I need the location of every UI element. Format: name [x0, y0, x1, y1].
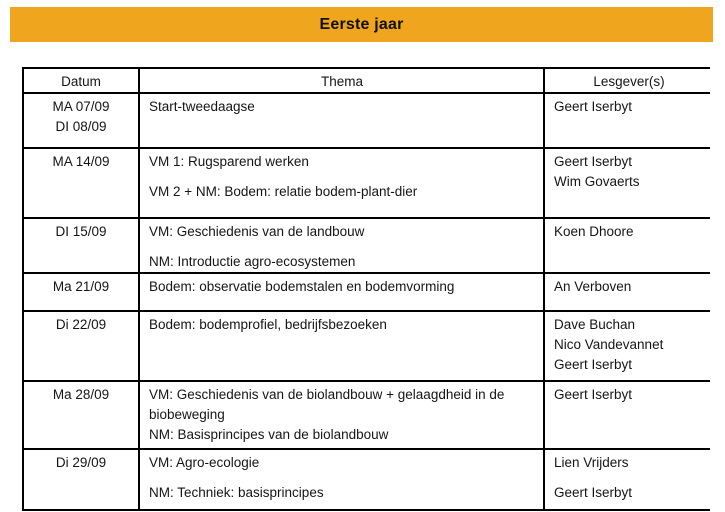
cell-line: Lien Vrijders: [554, 455, 629, 470]
cell-line: Ma 28/09: [52, 387, 110, 402]
cell-lesgevers: [545, 450, 710, 509]
cell-line: An Verboven: [554, 279, 632, 294]
table-row: [22, 312, 710, 382]
col-header-thema: Thema: [140, 69, 545, 92]
cell-line: NM: Introductie agro-ecosystemen: [149, 254, 356, 269]
cell-lesgevers: [545, 219, 710, 272]
cell-lesgevers: [545, 149, 710, 217]
cell-line: Bodem: bodemprofiel, bedrijfsbezoeken: [149, 317, 387, 332]
cell-line: VM: Geschiedenis van de biolandbouw + gelaagdheid in de biobeweging: [149, 387, 505, 422]
cell-line: [149, 242, 535, 252]
cell-line: Wim Govaerts: [554, 174, 640, 189]
cell-datum: [22, 149, 140, 217]
cell-line: Ma 21/09: [52, 279, 110, 294]
cell-line: Koen Dhoore: [554, 224, 634, 239]
cell-line: VM: Agro-ecologie: [149, 455, 260, 470]
cell-thema: [140, 274, 545, 310]
cell-thema: [140, 450, 545, 509]
cell-thema: [140, 94, 545, 147]
cell-thema: [140, 219, 545, 272]
schedule-table: [22, 67, 710, 511]
cell-line: Geert Iserbyt: [554, 154, 633, 169]
cell-datum: [22, 219, 140, 272]
cell-line: Geert Iserbyt: [554, 485, 633, 500]
cell-line: VM 2 + NM: Bodem: relatie bodem-plant-dier: [149, 184, 418, 199]
cell-datum: [22, 312, 140, 380]
cell-line: Geert Iserbyt: [554, 99, 633, 114]
cell-line: Start-tweedaagse: [149, 99, 255, 114]
cell-line: [149, 172, 535, 182]
cell-line: VM: Geschiedenis van de landbouw: [149, 224, 365, 239]
col-header-datum: Datum: [22, 69, 140, 92]
cell-line: Geert Iserbyt: [554, 357, 633, 372]
cell-thema: [140, 382, 545, 448]
table-row: [22, 450, 710, 511]
col-header-lesgever: Lesgever(s): [593, 74, 665, 89]
cell-thema: [140, 312, 545, 380]
cell-line: Dave Buchan: [554, 317, 636, 332]
cell-line: MA 07/09: [52, 99, 110, 114]
cell-line: Bodem: observatie bodemstalen en bodemvorming: [149, 279, 455, 294]
table-row: [22, 274, 710, 312]
cell-line: DI 08/09: [55, 119, 107, 134]
cell-lesgevers: [545, 94, 710, 147]
table-header-row: [22, 69, 710, 94]
table-row: [22, 94, 710, 149]
cell-line: VM 1: Rugsparend werken: [149, 154, 309, 169]
page-title: Eerste jaar: [319, 15, 404, 33]
cell-line: MA 14/09: [52, 154, 110, 169]
cell-line: Di 29/09: [55, 455, 107, 470]
cell-lesgevers: [545, 382, 710, 448]
table-body: [22, 94, 710, 511]
cell-lesgevers: [545, 274, 710, 310]
cell-datum: [22, 274, 140, 310]
cell-lesgevers: [545, 312, 710, 380]
cell-thema: [140, 149, 545, 217]
cell-line: NM: Basisprincipes van de biolandbouw: [149, 427, 389, 442]
cell-line: Di 22/09: [55, 317, 107, 332]
cell-datum: [22, 382, 140, 448]
cell-line: Geert Iserbyt: [554, 387, 633, 402]
table-row: [22, 382, 710, 450]
cell-line: Nico Vandevannet: [554, 337, 664, 352]
cell-datum: [22, 94, 140, 147]
cell-line: NM: Techniek: basisprincipes: [149, 485, 324, 500]
cell-line: [554, 473, 704, 483]
cell-line: DI 15/09: [55, 224, 107, 239]
table-row: [22, 149, 710, 219]
table-row: [22, 219, 710, 274]
title-banner: [10, 7, 713, 42]
cell-datum: [22, 450, 140, 509]
cell-line: [149, 473, 535, 483]
